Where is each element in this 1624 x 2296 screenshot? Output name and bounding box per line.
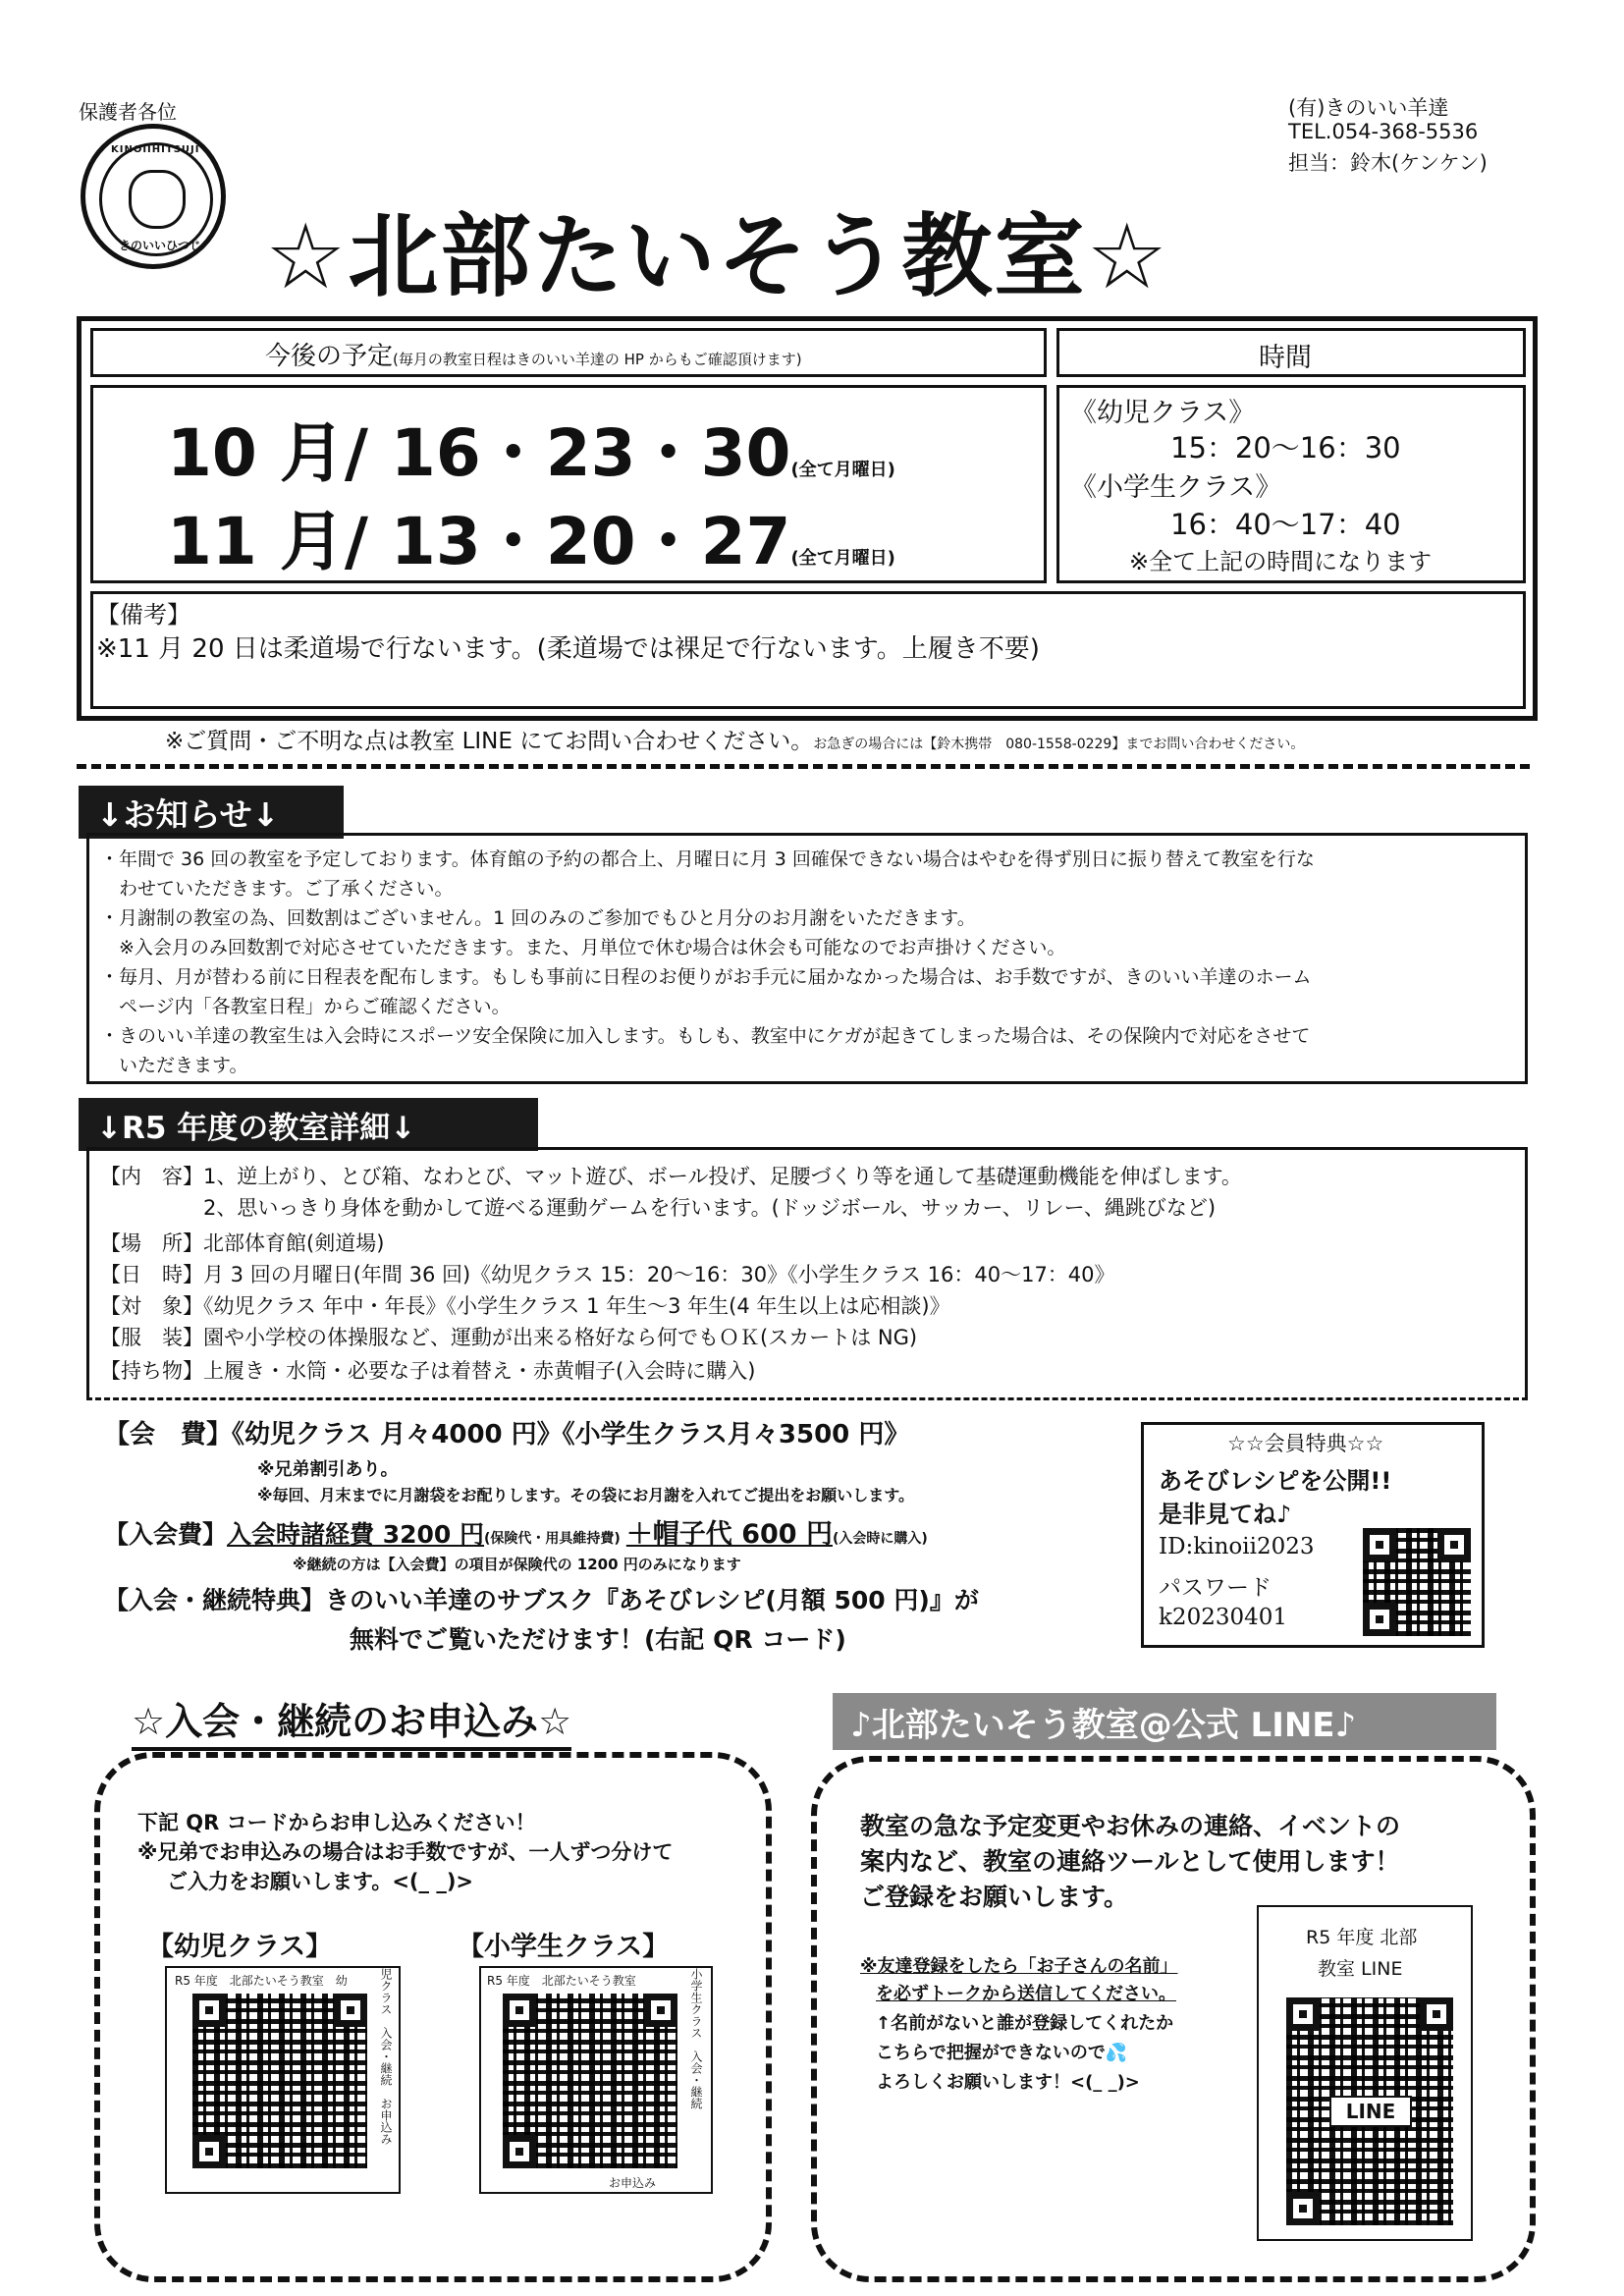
shogaku-label: 【小学生クラス】 — [458, 1932, 670, 1962]
entry-note: ※継続の方は【入会費】の項目が保険代の 1200 円のみになります — [293, 1556, 741, 1573]
member-qr-code[interactable] — [1363, 1528, 1471, 1636]
detail-place: 【場 所】北部体育館(剣道場) — [100, 1231, 385, 1255]
shogaku-qr-side: 小学生クラス 入会・継続 — [689, 1968, 703, 2109]
shogaku-qr-bottom: お申込み — [609, 2176, 657, 2190]
member-title: ☆☆会員特典☆☆ — [1227, 1432, 1384, 1455]
logo-text-bottom: きのいいひつじ — [119, 239, 202, 252]
entry-fee: 【入会費】入会時諸経費 3200 円(保険代・用具維持費) ＋帽子代 600 円(入会時に購入) — [104, 1519, 928, 1550]
apply-line-3: ご入力をお願いします。<(_ _)> — [167, 1870, 474, 1893]
member-line-1: あそびレシピを公開!! — [1159, 1467, 1392, 1495]
contact-note: ※ご質問・ご不明な点は教室 LINE にてお問い合わせください。お急ぎの場合には【鈴木携帯 080-1558-0229】までお問い合わせください。 — [165, 729, 1305, 754]
fee-line: 【会 費】《幼児クラス 月々4000 円》《小学生クラス月々3500 円》 — [104, 1420, 910, 1449]
remarks-label: 【備考】 — [96, 601, 190, 629]
dates-row-1: 10 月/ 16・23・30(全て月曜日) — [167, 415, 895, 491]
detail-clothing: 【服 装】園や小学校の体操服など、運動が出来る格好なら何でもＯＫ(スカートは NG) — [100, 1326, 918, 1349]
youji-qr-code[interactable] — [192, 1994, 367, 2168]
line-text-1: 教室の急な予定変更やお休みの連絡、イベントの — [860, 1812, 1401, 1840]
line-logo: LINE — [1329, 2096, 1412, 2127]
line-note-4: こちらで把握ができないので💦 — [876, 2043, 1128, 2063]
company-contact: 担当：鈴木(ケンケン) — [1288, 151, 1488, 175]
notice-line: ・きのいい羊達の教室生は入会時にスポーツ安全保険に加入します。もしも、教室中にケガが起きてしまった場合は、その保険内で対応をさせて — [100, 1025, 1311, 1047]
apply-line-2: ※兄弟でお申込みの場合はお手数ですが、一人ずつ分けて — [137, 1840, 674, 1864]
dates-row-2: 11 月/ 13・20・27(全て月曜日) — [167, 504, 895, 579]
time-shogaku: 16：40〜17：40 — [1170, 508, 1401, 541]
company-tel: TEL.054-368-5536 — [1288, 120, 1479, 143]
notice-line: ページ内「各教室日程」からご確認ください。 — [100, 996, 511, 1017]
detail-content-1: 【内 容】1、逆上がり、とび箱、なわとび、マット遊び、ボール投げ、足腰づくり等を通して基礎運動機能を伸ばします。 — [100, 1165, 1242, 1188]
page-title: ☆北部たいそう教室☆ — [265, 204, 1169, 309]
notice-line: いただきます。 — [100, 1055, 248, 1076]
notice-line: ・月謝制の教室の為、回数割はございません。1 回のみのご参加でもひと月分のお月謝をいただきます。 — [100, 907, 976, 929]
sheep-icon — [129, 170, 186, 229]
notice-heading: ↓お知らせ↓ — [79, 786, 344, 839]
class-shogaku: 《小学生クラス》 — [1070, 472, 1282, 503]
notice-line: ※入会月のみ回数割で対応させていただきます。また、月単位で休む場合は休会も可能なのでお声掛けください。 — [100, 937, 1066, 958]
line-qr-title-2: 教室 LINE — [1318, 1958, 1403, 1980]
perk-line-1: 【入会・継続特典】きのいい羊達のサブスク『あそびレシピ(月額 500 円)』が — [104, 1586, 979, 1614]
youji-qr-side: 児クラス 入会・継続 お申込み — [379, 1968, 393, 2145]
logo — [81, 124, 226, 269]
fee-note-2: ※毎回、月末までに月謝袋をお配りします。その袋にお月謝を入れてご提出をお願いします。 — [257, 1486, 914, 1504]
line-heading: ♪北部たいそう教室@公式 LINE♪ — [833, 1693, 1496, 1750]
line-text-2: 案内など、教室の連絡ツールとして使用します！ — [860, 1847, 1400, 1876]
time-note: ※全て上記の時間になります — [1129, 548, 1433, 575]
line-qr-title-1: R5 年度 北部 — [1306, 1927, 1418, 1948]
youji-qr-caption: R5 年度 北部たいそう教室 幼 — [175, 1974, 348, 1988]
detail-datetime: 【日 時】月 3 回の月曜日(年間 36 回)《幼児クラス 15：20〜16：30》《小学生クラス 16：40〜17：40》 — [100, 1263, 1115, 1286]
apply-heading: ☆入会・継続のお申込み☆ — [132, 1691, 571, 1751]
line-note-1: ※友達登録をしたら「お子さんの名前」 — [860, 1956, 1178, 1977]
recipient: 保護者各位 — [79, 100, 177, 124]
member-pw-label: パスワード — [1159, 1575, 1272, 1601]
logo-text-top: KINOIIHITSUJI — [111, 144, 200, 155]
line-qr-code[interactable] — [1286, 1997, 1453, 2225]
detail-content-2: 2、思いっきり身体を動かして遊べる運動ゲームを行います。(ドッジボール、サッカー、リレー、縄跳びなど) — [100, 1196, 1217, 1220]
schedule-head-text: 今後の予定(毎月の教室日程はきのいい羊達の HP からもご確認頂けます) — [265, 342, 802, 371]
shogaku-qr-caption: R5 年度 北部たいそう教室 — [487, 1974, 636, 1988]
member-line-2: 是非見てね♪ — [1159, 1501, 1292, 1528]
line-note-5: よろしくお願いします！<(_ _)> — [876, 2072, 1140, 2093]
apply-line-1: 下記 QR コードからお申し込みください！ — [137, 1811, 536, 1834]
class-youji: 《幼児クラス》 — [1070, 398, 1256, 428]
youji-label: 【幼児クラス】 — [147, 1932, 333, 1962]
remarks-text: ※11 月 20 日は柔道場で行ないます。(柔道場では裸足で行ないます。上履き不要) — [96, 634, 1040, 664]
line-note-3: ↑名前がないと誰が登録してくれたか — [876, 2013, 1174, 2034]
detail-target: 【対 象】《幼児クラス 年中・年長》《小学生クラス 1 年生〜3 年生(4 年生以上は応相談)》 — [100, 1294, 950, 1318]
fee-note-1: ※兄弟割引あり。 — [257, 1459, 399, 1480]
notice-line: ・毎月、月が替わる前に日程表を配布します。もしも事前に日程のお便りがお手元に届かなかった場合は、お手数ですが、きのいい羊達のホーム — [100, 966, 1312, 988]
member-pw: k20230401 — [1159, 1605, 1288, 1630]
detail-belongings: 【持ち物】上履き・水筒・必要な子は着替え・赤黄帽子(入会時に購入) — [100, 1359, 756, 1383]
line-text-3: ご登録をお願いします。 — [860, 1883, 1129, 1911]
time-head-text: 時間 — [1259, 343, 1312, 373]
line-note-2: を必ずトークから送信してください。 — [876, 1984, 1176, 2004]
time-youji: 15：20〜16：30 — [1170, 431, 1401, 465]
notice-line: わせていただきます。ご了承ください。 — [100, 878, 454, 900]
divider — [77, 764, 1530, 769]
perk-line-2: 無料でご覧いただけます！(右記 QR コード) — [350, 1625, 846, 1654]
shogaku-qr-code[interactable] — [503, 1994, 677, 2168]
member-id: ID:kinoii2023 — [1159, 1534, 1315, 1559]
notice-line: ・年間で 36 回の教室を予定しております。体育館の予約の都合上、月曜日に月 3 回確保できない場合はやむを得ず別日に振り替えて教室を行な — [100, 848, 1315, 870]
details-heading: ↓R5 年度の教室詳細↓ — [79, 1098, 538, 1151]
company-name: (有)きのいい羊達 — [1288, 96, 1449, 120]
